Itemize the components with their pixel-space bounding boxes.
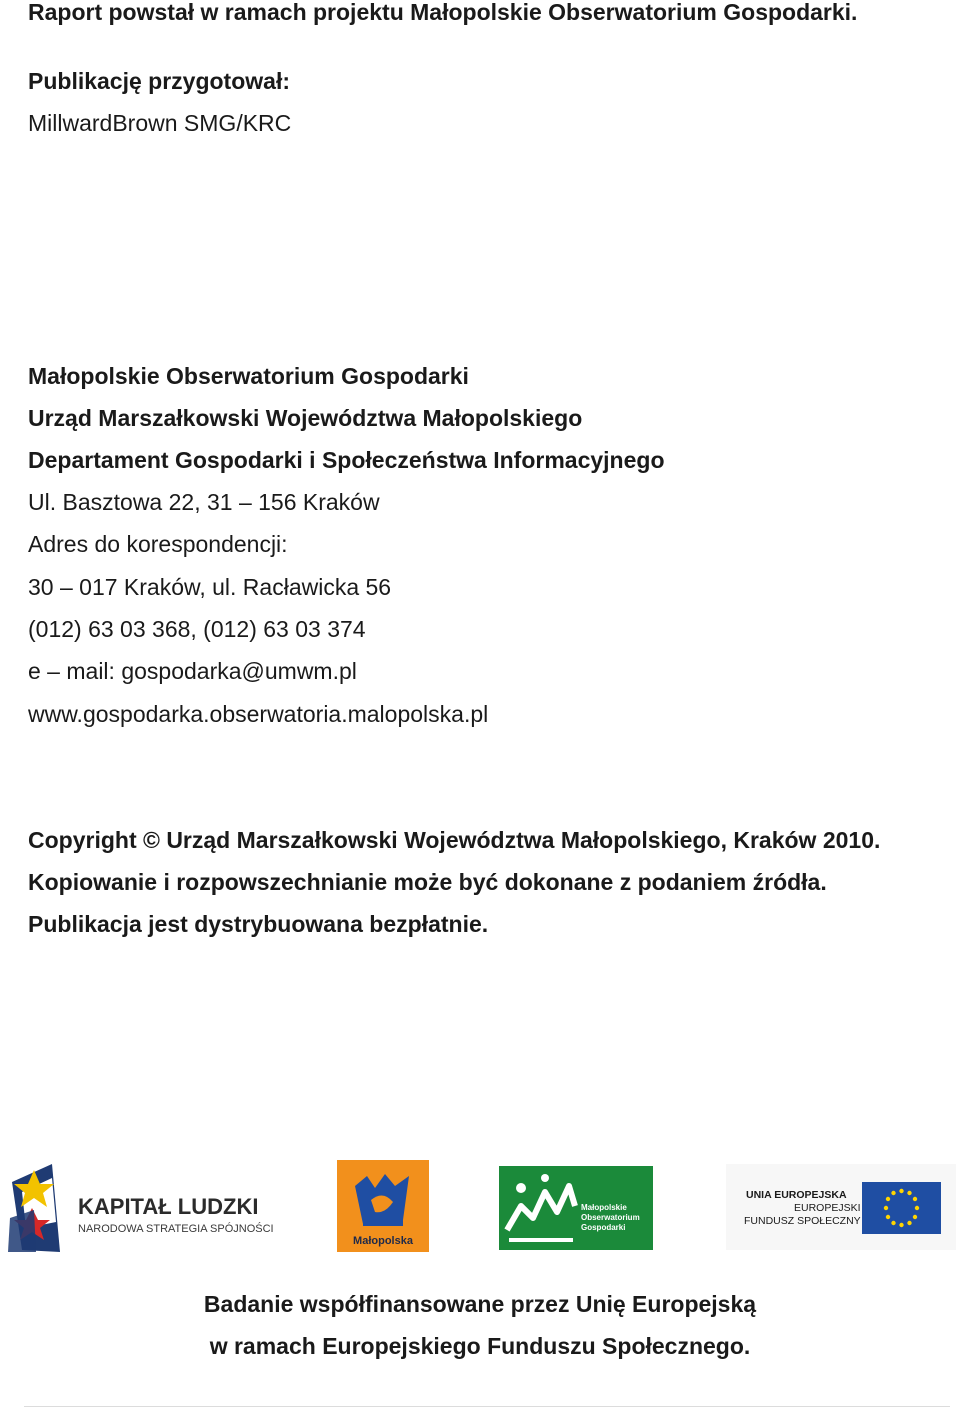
eu-flag-icon: [726, 1164, 956, 1250]
prepared-by-label: Publikację przygotował:: [28, 68, 290, 94]
mog-label-line1: Małopolskie: [581, 1203, 627, 1212]
website-url: www.gospodarka.obserwatoria.malopolska.pl: [28, 701, 489, 727]
email-address: e – mail: gospodarka@umwm.pl: [28, 658, 357, 684]
mog-label-line3: Gospodarki: [581, 1223, 626, 1232]
kapital-ludzki-subtitle: NARODOWA STRATEGIA SPÓJNOŚCI: [78, 1223, 274, 1235]
prepared-by-value: MillwardBrown SMG/KRC: [28, 110, 292, 136]
free-distribution-notice: Publikacja jest dystrybuowana bezpłatnie.: [28, 911, 489, 937]
obserwatorium-emblem-icon: [499, 1166, 653, 1250]
office-name: Urząd Marszałkowski Województwa Małopolskiego: [28, 405, 583, 431]
malopolska-logo: [337, 1160, 429, 1252]
copyright-line: Copyright © Urząd Marszałkowski Województwa Małopolskiego, Kraków 2010.: [28, 827, 881, 853]
eu-fund-logo: [726, 1164, 956, 1250]
malopolska-label: Małopolska: [353, 1235, 413, 1247]
eu-label-line1: UNIA EUROPEJSKA: [746, 1189, 847, 1201]
eu-label-line3: FUNDUSZ SPOŁECZNY: [744, 1215, 861, 1227]
kapital-ludzki-title: KAPITAŁ LUDZKI: [78, 1194, 259, 1219]
obserwatorium-logo: [499, 1166, 653, 1250]
kapital-ludzki-emblem-icon: [4, 1162, 284, 1257]
org-name: Małopolskie Obserwatorium Gospodarki: [28, 363, 469, 389]
street-address: Ul. Basztowa 22, 31 – 156 Kraków: [28, 489, 380, 515]
esf-line: w ramach Europejskiego Funduszu Społecznego.: [209, 1333, 751, 1359]
mog-label-line2: Obserwatorium: [581, 1213, 640, 1222]
eu-label-line2: EUROPEJSKI: [794, 1202, 861, 1214]
project-line: Raport powstał w ramach projektu Małopolskie Obserwatorium Gospodarki.: [28, 0, 858, 25]
footer-divider: [24, 1406, 950, 1407]
correspondence-label: Adres do korespondencji:: [28, 531, 288, 557]
department-name: Departament Gospodarki i Społeczeństwa Informacyjnego: [28, 447, 665, 473]
correspondence-address: 30 – 017 Kraków, ul. Racławicka 56: [28, 574, 392, 600]
malopolska-emblem-icon: [337, 1160, 429, 1252]
kapital-ludzki-logo: [4, 1162, 284, 1257]
phone-numbers: (012) 63 03 368, (012) 63 03 374: [28, 616, 366, 642]
cofinancing-line: Badanie współfinansowane przez Unię Europejską: [203, 1291, 757, 1317]
copying-notice: Kopiowanie i rozpowszechnianie może być dokonane z podaniem źródła.: [28, 869, 827, 895]
